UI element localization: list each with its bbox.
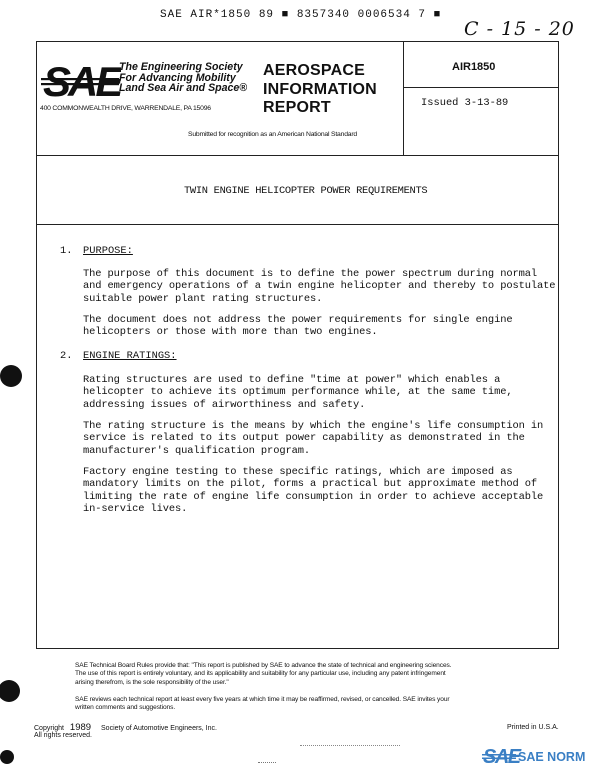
doc-number-divider [403,87,559,88]
copyright-owner: Society of Automotive Engineers, Inc. [101,725,217,732]
ansi-submission-note: Submitted for recognition as an American National Standard [188,131,357,138]
watermark-text: SAE NORM [518,750,586,764]
paragraph [83,466,553,516]
punch-hole-lower [0,750,14,764]
society-line: The Engineering Society [119,61,243,73]
document-number: AIR1850 [452,61,496,73]
technical-board-rules [75,662,555,687]
section-title: ENGINE RATINGS: [83,350,177,362]
report-type-line: INFORMATION [263,80,377,98]
scan-mark [300,745,400,746]
footer-line: The use of this report is entirely voluntary, and its applicability and suitability for any particular use, including any patent infringement [75,670,446,678]
text-line: manufacturer's qualification program. [83,444,311,457]
sae-logo-text: SAE [43,58,121,102]
sae-logo-graphic [41,56,121,102]
section-title: PURPOSE: [83,245,133,257]
paragraph [83,420,553,457]
watermark-logo: SAE [483,746,520,768]
text-line: The document does not address the power requirements for single engine [83,314,513,326]
report-type-line: AEROSPACE [263,62,365,79]
rights-reserved: All rights reserved. [34,732,92,739]
copyright-label: Copyright [34,725,64,732]
section-number: 2. [60,350,73,362]
paragraph [83,314,553,339]
text-line: Rating structures are used to define "time at power" which enables a [83,374,501,386]
text-line: suitable power plant rating structures. [83,292,323,305]
header-divider [36,155,559,156]
paragraph [83,268,556,305]
text-line: helicopter to achieve its optimum performance while, at the same time, [83,386,513,399]
text-line: The rating structure is the means by which the engine's life consumption in [83,420,544,432]
footer-line: SAE reviews each technical report at least every five years at which time it may be reaffirmed, revised, or cancelled. SAE invites your [75,696,450,703]
footer-line: SAE Technical Board Rules provide that: "This report is published by SAE to advance the state of technical and engineering sciences. [75,662,452,669]
text-line: service is related to its output power capability as demonstrated in the [83,432,525,445]
text-line: helicopters or those with more than two engines. [83,326,378,339]
punch-hole-bottom [0,680,20,702]
society-line: For Advancing Mobility [119,71,236,84]
sae-norm-watermark [482,745,596,769]
sae-logo [41,56,121,102]
watermark-graphic [482,745,596,769]
text-line: in-service lives. [83,503,188,516]
handwritten-note: C - 15 - 20 [464,18,575,40]
punch-hole-top [0,365,22,387]
society-line: Land Sea Air and Space® [119,82,248,95]
section-number: 1. [60,245,73,257]
document-title: TWIN ENGINE HELICOPTER POWER REQUIREMENTS [184,185,428,197]
text-line: Factory engine testing to these specific ratings, which are imposed as [83,466,513,478]
society-tagline [119,62,247,94]
title-divider [36,224,559,225]
sae-address: 400 COMMONWEALTH DRIVE, WARRENDALE, PA 15096 [40,105,211,112]
issued-date: Issued 3-13-89 [421,97,509,109]
printed-in: Printed in U.S.A. [507,724,559,731]
paragraph [83,374,553,411]
header-column-divider [403,41,404,155]
footer-line: written comments and suggestions. [75,704,176,712]
report-type-line: REPORT [263,99,331,116]
scan-mark [258,762,276,763]
text-line: mandatory limits on the pilot, forms a practical but approximate method of [83,478,538,491]
text-line: The purpose of this document is to define the power spectrum during normal [83,268,538,280]
text-line: and emergency operations of a twin engine helicopter and thereby to postulate [83,280,556,293]
scan-header-line: SAE AIR*1850 89 ■ 8357340 0006534 7 ■ [160,9,442,21]
text-line: limiting the rate of engine life consumption in order to achieve acceptable [83,490,544,503]
text-line: addressing issues of airworthiness and safety. [83,398,366,411]
footer-line: arising therefrom, is the sole responsibility of the user." [75,678,229,686]
review-note [75,696,555,713]
copyright-year: 1989 [69,722,92,733]
report-type [263,62,377,118]
